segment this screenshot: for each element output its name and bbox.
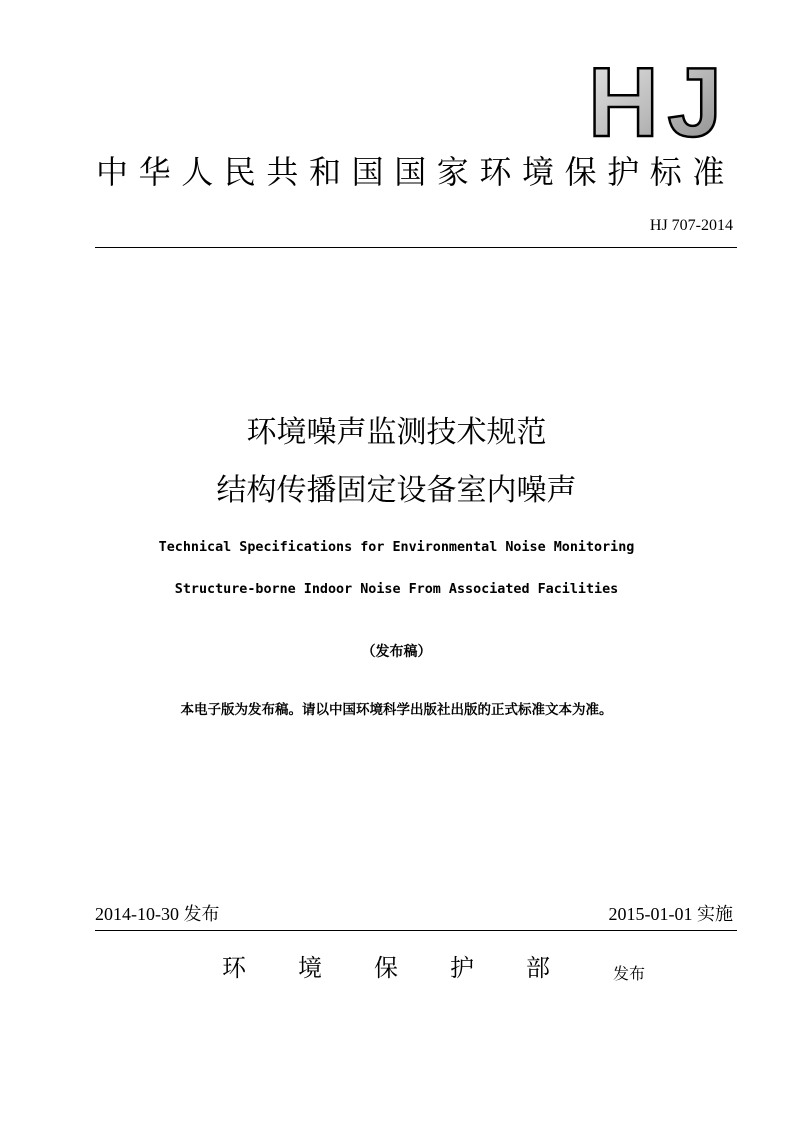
standard-category: 中华人民共和国国家环境保护标准: [96, 153, 736, 191]
footer-divider: [95, 930, 737, 931]
issue-date: 2014-10-30 发布: [95, 904, 220, 924]
svg-text:HJ: HJ: [588, 58, 722, 143]
hj-logo: [586, 58, 726, 143]
issue-word: 发布: [613, 964, 646, 983]
header-divider: [95, 247, 737, 248]
effective-date: 2015-01-01 实施: [608, 904, 733, 924]
title-cn-line1: 环境噪声监测技术规范: [246, 415, 547, 450]
title-en-line1: Technical Specifications for Environmental Noise Monitoring: [158, 540, 635, 555]
draft-label: （发布稿）: [361, 644, 432, 660]
issuer: 环境保护部: [222, 954, 602, 982]
title-cn-line2: 结构传播固定设备室内噪声: [216, 473, 577, 508]
standard-number: HJ 707-2014: [649, 217, 733, 234]
title-en-line2: Structure-borne Indoor Noise From Associated Facilities: [174, 582, 619, 597]
edition-note: 本电子版为发布稿。请以中国环境科学出版社出版的正式标准文本为准。: [180, 702, 613, 718]
